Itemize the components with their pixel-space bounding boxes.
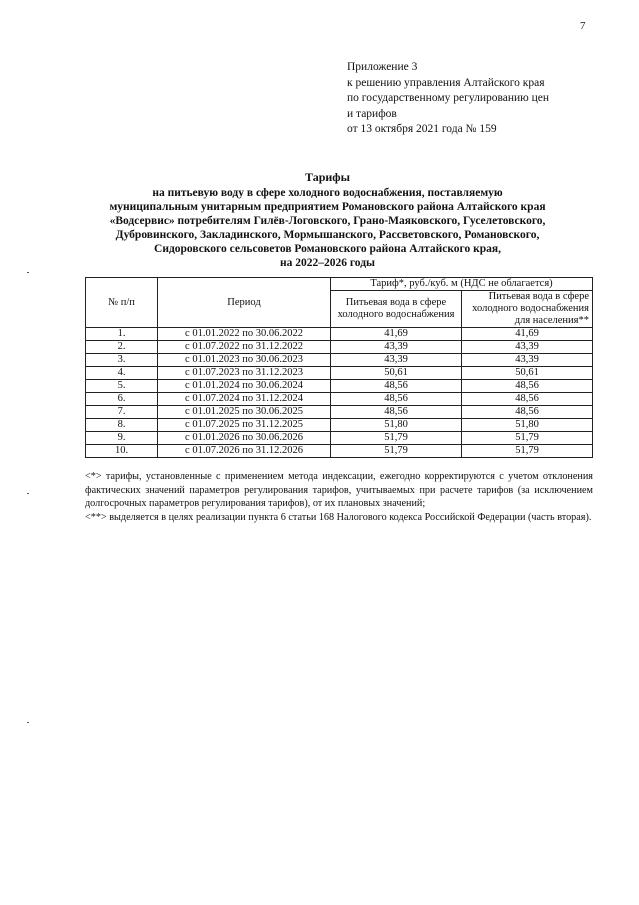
table-row: [86, 367, 593, 380]
row-tariff-population: 51,79: [462, 445, 593, 458]
header-period: Период: [158, 278, 331, 328]
row-number: 10.: [86, 445, 158, 458]
header-line: холодного водоснабжения: [472, 303, 589, 314]
tariff-table: [85, 277, 593, 458]
header-line: Питьевая вода в сфере: [488, 291, 589, 302]
header-tariff: Тариф*, руб./куб. м (НДС не облагается): [331, 278, 593, 291]
row-period: с 01.07.2026 по 31.12.2026: [158, 445, 331, 458]
row-tariff-population: 48,56: [462, 393, 593, 406]
row-period: с 01.07.2025 по 31.12.2025: [158, 419, 331, 432]
header-line: для населения**: [514, 315, 589, 326]
header-drinking-water: [331, 291, 462, 328]
title-line: муниципальным унитарным предприятием Романовского района Алтайского края: [109, 201, 546, 213]
page-number: 7: [580, 20, 586, 32]
row-tariff-population: 41,69: [462, 328, 593, 341]
table-row: [86, 419, 593, 432]
row-number: 8.: [86, 419, 158, 432]
header-line: холодного водоснабжения: [337, 309, 455, 320]
header-drinking-water-population: [462, 291, 593, 328]
row-tariff: 48,56: [331, 406, 462, 419]
row-number: 1.: [86, 328, 158, 341]
row-number: 9.: [86, 432, 158, 445]
row-tariff: 43,39: [331, 354, 462, 367]
scan-mark: [27, 722, 29, 723]
footnote-2: <**> выделяется в целях реализации пункта 6 статьи 168 Налогового кодекса Российской Федерации (часть вторая).: [85, 511, 592, 523]
row-period: с 01.01.2026 по 30.06.2026: [158, 432, 331, 445]
row-tariff: 50,61: [331, 367, 462, 380]
table-row: [86, 354, 593, 367]
table-row: [86, 380, 593, 393]
row-period: с 01.01.2025 по 30.06.2025: [158, 406, 331, 419]
row-tariff-population: 43,39: [462, 341, 593, 354]
title-main: Тарифы: [305, 170, 350, 184]
title-line: Дубровинского, Закладинского, Мормышанского, Рассветовского, Романовского,: [115, 229, 540, 241]
row-number: 2.: [86, 341, 158, 354]
row-tariff: 48,56: [331, 380, 462, 393]
row-tariff-population: 50,61: [462, 367, 593, 380]
row-number: 5.: [86, 380, 158, 393]
table-row: [86, 432, 593, 445]
appendix-line: по государственному регулированию цен: [347, 92, 550, 104]
table-row: [86, 341, 593, 354]
row-tariff-population: 48,56: [462, 380, 593, 393]
title-line: Сидоровского сельсоветов Романовского района Алтайского края,: [154, 243, 501, 255]
row-number: 7.: [86, 406, 158, 419]
appendix-line: от 13 октября 2021 года № 159: [347, 123, 497, 135]
table-row: [86, 393, 593, 406]
row-number: 4.: [86, 367, 158, 380]
table-row: [86, 406, 593, 419]
row-tariff: 51,79: [331, 432, 462, 445]
row-tariff-population: 51,79: [462, 432, 593, 445]
row-tariff-population: 43,39: [462, 354, 593, 367]
scan-mark: [27, 272, 29, 273]
header-line: Питьевая вода в сфере: [345, 297, 447, 308]
row-tariff-population: 48,56: [462, 406, 593, 419]
appendix-line: к решению управления Алтайского края: [347, 76, 545, 89]
header-num: № п/п: [86, 278, 158, 328]
footnote-1: <*> тарифы, установленные с применением метода индексации, ежегодно корректируются с учетом отклонения фактических значений параметров регулирования тарифов, учитываемых при расчете тарифов (за исключением долгосрочных параметров регулирования тарифов), от их плановых значений;: [85, 471, 593, 509]
appendix-line: Приложение 3: [347, 61, 418, 73]
row-period: с 01.07.2024 по 31.12.2024: [158, 393, 331, 406]
row-tariff: 51,79: [331, 445, 462, 458]
table-row: [86, 445, 593, 458]
document-title: [60, 170, 595, 270]
row-period: с 01.01.2024 по 30.06.2024: [158, 380, 331, 393]
scan-mark: [27, 493, 29, 494]
row-number: 6.: [86, 393, 158, 406]
footnotes: [85, 470, 593, 524]
row-tariff: 51,80: [331, 419, 462, 432]
row-period: с 01.07.2022 по 31.12.2022: [158, 341, 331, 354]
title-line: на 2022–2026 годы: [279, 257, 376, 269]
appendix-block: [347, 60, 549, 138]
row-tariff: 48,56: [331, 393, 462, 406]
row-tariff-population: 51,80: [462, 419, 593, 432]
row-period: с 01.07.2023 по 31.12.2023: [158, 367, 331, 380]
tariff-table-body: [86, 328, 593, 458]
row-number: 3.: [86, 354, 158, 367]
row-tariff: 41,69: [331, 328, 462, 341]
row-period: с 01.01.2023 по 30.06.2023: [158, 354, 331, 367]
table-row: [86, 328, 593, 341]
title-line: «Водсервис» потребителям Гилёв-Логовского, Грано-Маяковского, Гуселетовского,: [109, 215, 546, 227]
appendix-line: и тарифов: [347, 107, 397, 120]
title-line: на питьевую воду в сфере холодного водоснабжения, поставляемую: [152, 187, 503, 199]
row-period: с 01.01.2022 по 30.06.2022: [158, 328, 331, 341]
row-tariff: 43,39: [331, 341, 462, 354]
